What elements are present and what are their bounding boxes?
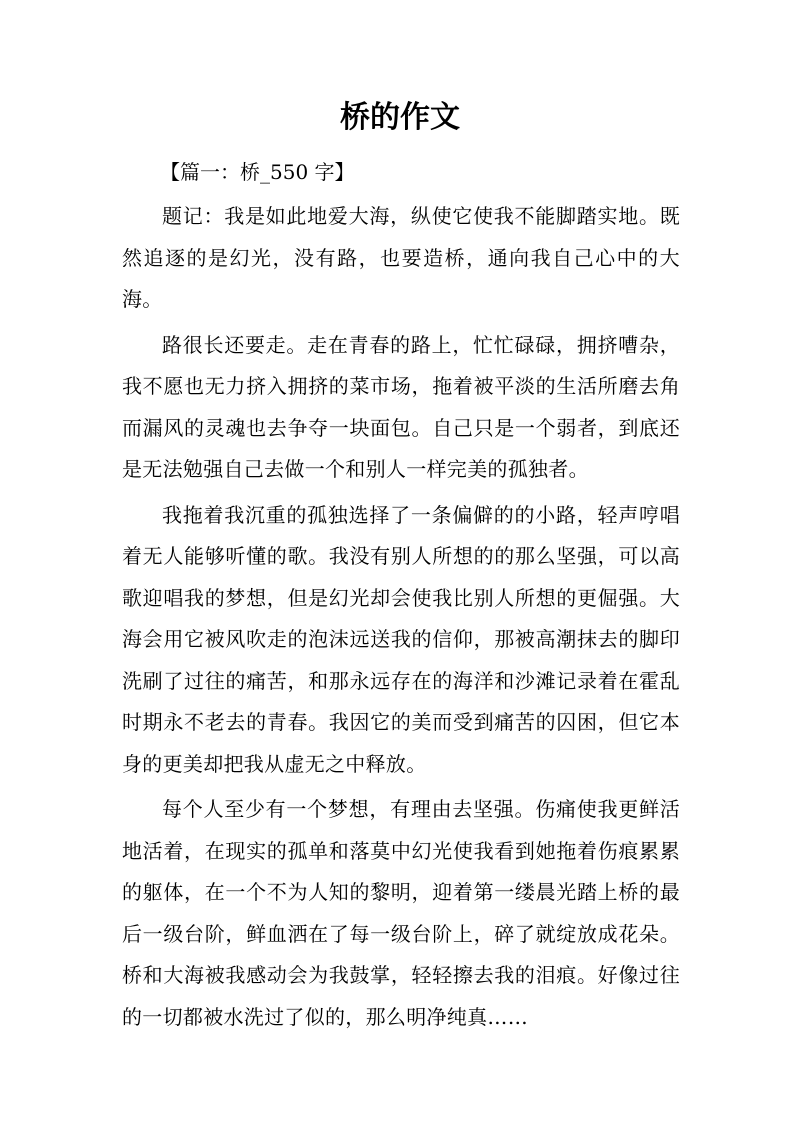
paragraph-4: 每个人至少有一个梦想，有理由去坚强。伤痛使我更鲜活地活着，在现实的孤单和落莫中幻光使我看到她拖着伤痕累累的躯体，在一个不为人知的黎明，迎着第一缕晨光踏上桥的最后一级台阶，鲜血洒在了每一级台阶上，碎了就绽放成花朵。桥和大海被我感动会为我鼓掌，轻轻擦去我的泪痕。好像过往的一切都被水洗过了似的，那么明净纯真…… (122, 797, 680, 1029)
document-title: 桥的作文 (340, 100, 460, 135)
document-body (122, 196, 680, 1042)
section-heading: 【篇一：桥_550 字】 (160, 160, 355, 184)
paragraph-1: 题记：我是如此地爱大海，纵使它使我不能脚踏实地。既然追逐的是幻光，没有路，也要造桥，通向我自己心中的大海。 (122, 204, 680, 311)
paragraph-3: 我拖着我沉重的孤独选择了一条偏僻的的小路，轻声哼唱着无人能够听懂的歌。我没有别人所想的的那么坚强，可以高歌迎唱我的梦想，但是幻光却会使我比别人所想的更倔强。大海会用它被风吹走的泡沫远送我的信仰，那被高潮抹去的脚印洗刷了过往的痛苦，和那永远存在的海洋和沙滩记录着在霍乱时期永不老去的青春。我因它的美而受到痛苦的囚困，但它本身的更美却把我从虚无之中释放。 (122, 502, 680, 776)
paragraph-2: 路很长还要走。走在青春的路上，忙忙碌碌，拥挤嘈杂，我不愿也无力挤入拥挤的菜市场，拖着被平淡的生活所磨去角而漏风的灵魂也去争夺一块面包。自己只是一个弱者，到底还是无法勉强自己去做一个和别人一样完美的孤独者。 (122, 332, 680, 481)
